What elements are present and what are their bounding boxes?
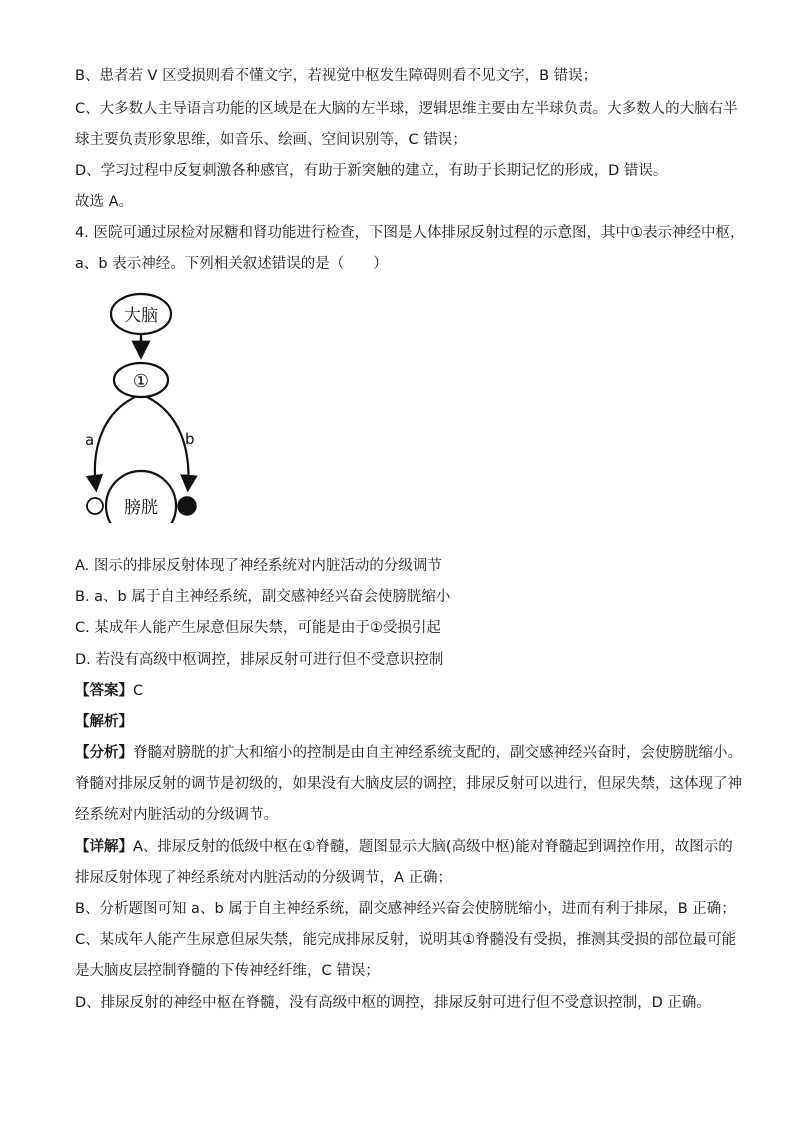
bladder-label: 膀胱 [124,498,158,518]
answer-tag: 【答案】 [75,683,133,699]
option-d: D. 若没有高级中枢调控，排尿反射可进行但不受意识控制 [75,652,444,668]
text-line: C、大多数人主导语言功能的区域是在大脑的左半球，逻辑思维主要由左半球负责。大多数人的大脑右半 [75,101,738,117]
fenxi-tag: 【分析】 [75,745,133,761]
text-line: C、某成年人能产生尿意但尿失禁，能完成排尿反射，说明其①脊髓没有受损，推测其受损的部位最可能 [75,932,737,948]
fenxi-line [75,743,742,763]
xiangjie-line [75,837,733,857]
brain-label: 大脑 [124,306,158,326]
text-line: B、分析题图可知 a、b 属于自主神经系统，副交感神经兴奋会使膀胱缩小，进而有利于排尿，B 正确； [75,901,736,917]
option-a: A. 图示的排尿反射体现了神经系统对内脏活动的分级调节 [75,558,442,574]
xiangjie-tag: 【详解】 [75,839,133,855]
center-label: ① [132,371,150,392]
receptor-node [87,498,103,514]
nerve-b-label: b [185,430,195,448]
option-b: B. a、b 属于自主神经系统，副交感神经兴奋会使膀胱缩小 [75,589,451,605]
reflex-diagram [75,288,215,523]
question-stem: 4. 医院可通过尿检对尿糖和肾功能进行检查，下图是人体排尿反射过程的示意图，其中①表示神经中枢， [75,225,745,241]
text-line: 故选 A。 [75,194,134,210]
text-line: 是大脑皮层控制脊髓的下传神经纤维，C 错误； [75,963,380,979]
text-line: D、排尿反射的神经中枢在脊髓，没有高级中枢的调控，排尿反射可进行但不受意识控制，D 正确。 [75,995,711,1011]
option-c: C. 某成年人能产生尿意但尿失禁，可能是由于①受损引起 [75,620,441,636]
text-line: 排尿反射体现了神经系统对内脏活动的分级调节，A 正确； [75,870,453,886]
text-line: 球主要负责形象思维，如音乐、绘画、空间识别等，C 错误； [75,132,467,148]
answer-line [75,681,725,701]
xiangjie-text: A、排尿反射的低级中枢在①脊髓，题图显示大脑(高级中枢)能对脊髓起到调控作用，故图示的 [133,839,733,855]
text-line: B、患者若 V 区受损则看不懂文字，若视觉中枢发生障碍则看不见文字，B 错误； [75,68,598,84]
text-line: D、学习过程中反复刺激各种感官，有助于新突触的建立，有助于长期记忆的形成，D 错误。 [75,163,668,179]
text-line: 脊髓对排尿反射的调节是初级的，如果没有大脑皮层的调控，排尿反射可以进行，但尿失禁，这体现了神 [75,776,742,792]
nerve-a-label: a [85,431,95,449]
analysis-heading: 【解析】 [75,714,133,730]
text-line: 经系统对内脏活动的分级调节。 [75,807,278,823]
answer-value: C [133,683,144,699]
fenxi-text: 脊髓对膀胱的扩大和缩小的控制是由自主神经系统支配的，副交感神经兴奋时，会使膀胱缩小。 [133,745,742,761]
question-stem: a、b 表示神经。下列相关叙述错误的是（ ） [75,256,388,272]
effector-node [178,497,196,515]
